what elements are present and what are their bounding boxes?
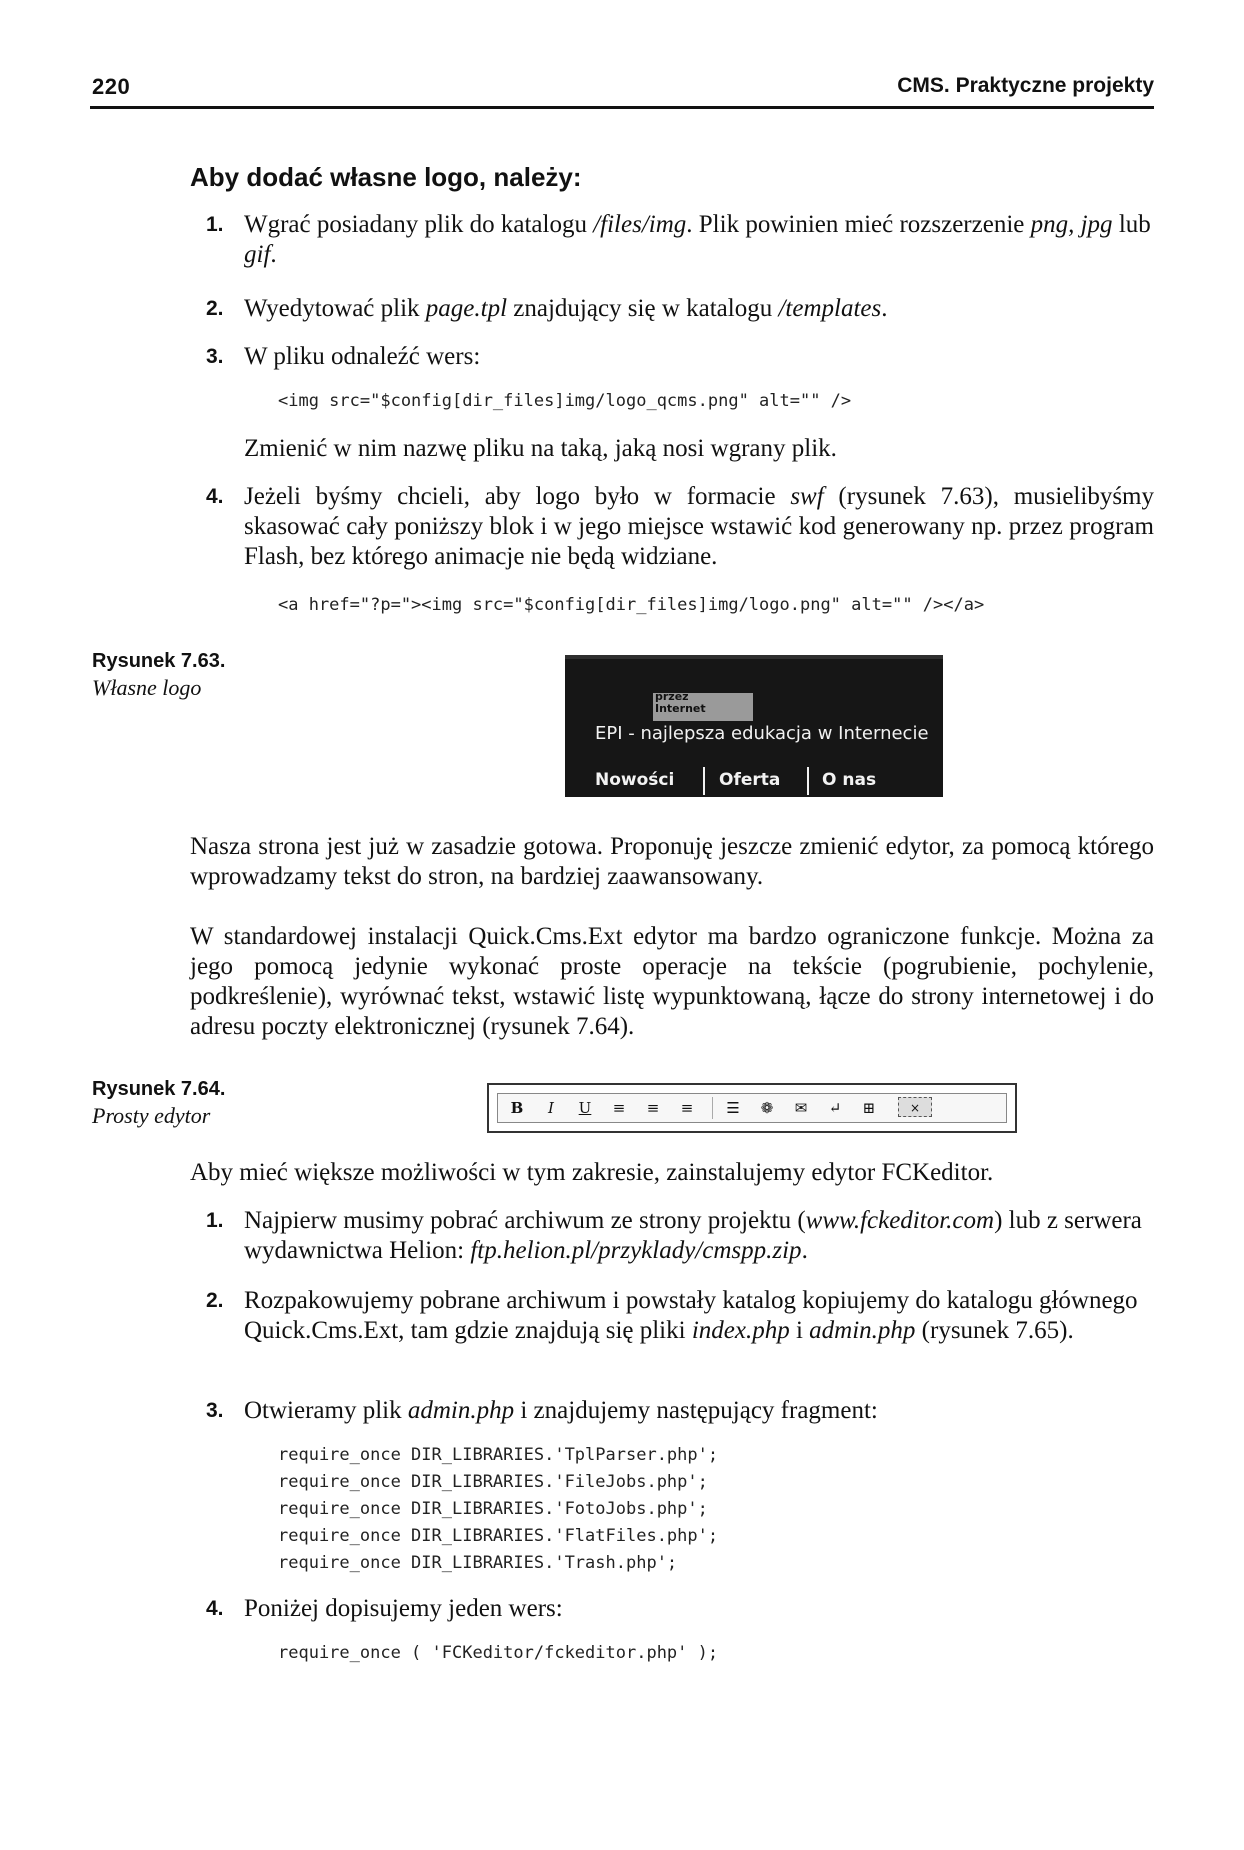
step-number: 2.	[206, 1289, 224, 1312]
figure-number: Rysunek 7.64.	[92, 1078, 226, 1100]
step-number: 4.	[206, 485, 224, 508]
email-icon[interactable]: ✉	[794, 1099, 808, 1117]
step-number: 1.	[206, 213, 224, 236]
nav-separator	[807, 767, 809, 795]
step-text: Poniżej dopisujemy jeden wers:	[244, 1595, 563, 1622]
step-text: Wyedytować plik page.tpl znajdujący się w katalogu /templates.	[244, 295, 888, 322]
step-a3-note: Zmienić w nim nazwę pliku na taką, jaką nosi wgrany plik.	[244, 435, 837, 462]
page-number: 220	[92, 74, 131, 99]
paragraph-2: W standardowej instalacji Quick.Cms.Ext edytor ma bardzo ograniczone funkcje. Można za jego pomocą jedynie wykonać proste operacje na tekście (pogrubienie, pochylenie, podkreślenie), wyrównać tekst, wstawić listę wypunktowaną, łącze do strony internetowej i do adresu poczty elektronicznej (rysunek 7.64).	[190, 923, 1154, 1040]
code-line: require_once DIR_LIBRARIES.'TplParser.php';	[278, 1445, 719, 1465]
step-number: 1.	[206, 1209, 224, 1232]
code-line: require_once DIR_LIBRARIES.'FileJobs.php';	[278, 1472, 708, 1492]
paragraph-1: Nasza strona jest już w zasadzie gotowa. Proponuję jeszcze zmienić edytor, za pomocą którego wprowadzamy tekst do stron, na bardziej zaawansowany.	[190, 833, 1154, 890]
step-text: Jeżeli byśmy chcieli, aby logo było w formacie swf (rysunek 7.63), musielibyśmy skasować cały poniższy blok i w jego miejsce wstawić kod generowany np. przez program Flash, bez którego animacje nie będą widziane.	[244, 483, 1154, 570]
editor-toolbar	[497, 1093, 1007, 1123]
header-strip	[565, 655, 943, 659]
figure-64-label	[92, 1076, 225, 1130]
align-center-icon[interactable]: ≡	[646, 1099, 660, 1117]
step-number: 3.	[206, 1399, 224, 1422]
code-require-block	[278, 1442, 718, 1577]
bullet-list-icon[interactable]: ☰	[726, 1099, 740, 1117]
site-nav	[565, 767, 943, 797]
logo-figure	[565, 655, 943, 797]
code-line: require_once DIR_LIBRARIES.'Trash.php';	[278, 1553, 678, 1573]
bold-icon[interactable]: B	[510, 1099, 524, 1117]
code-line: require_once DIR_LIBRARIES.'FlatFiles.php';	[278, 1526, 719, 1546]
step-text: W pliku odnaleźć wers:	[244, 343, 481, 370]
step-number: 4.	[206, 1597, 224, 1620]
site-tagline: EPI - najlepsza edukacja w Internecie	[595, 723, 929, 744]
link-icon[interactable]: ❁	[760, 1099, 774, 1117]
logo-lettering: przez Internet	[655, 690, 706, 715]
step-text: Wgrać posiadany plik do katalogu /files/img. Plik powinien mieć rozszerzenie png, jpg lub gif.	[244, 211, 1151, 268]
nav-item-offer[interactable]: Oferta	[719, 770, 781, 790]
figure-number: Rysunek 7.63.	[92, 650, 226, 672]
step-text: Najpierw musimy pobrać archiwum ze strony projektu (www.fckeditor.com) lub z serwera wydawnictwa Helion: ftp.helion.pl/przyklady/cmspp.zip.	[244, 1207, 1142, 1264]
running-title: CMS. Praktyczne projekty	[897, 74, 1154, 97]
figure-caption: Własne logo	[92, 675, 202, 700]
paragraph-3: Aby mieć większe możliwości w tym zakresie, zainstalujemy edytor FCKeditor.	[190, 1159, 994, 1186]
step-number: 2.	[206, 297, 224, 320]
line-break-icon[interactable]: ↵	[828, 1099, 842, 1117]
toolbar-separator	[712, 1097, 713, 1119]
section-heading: Aby dodać własne logo, należy:	[190, 162, 582, 192]
nav-item-news[interactable]: Nowości	[595, 770, 675, 790]
close-icon[interactable]: ×	[898, 1097, 932, 1117]
figure-caption: Prosty edytor	[92, 1103, 211, 1128]
underline-icon[interactable]: U	[578, 1099, 592, 1117]
header-rule	[90, 106, 1154, 109]
align-left-icon[interactable]: ≡	[612, 1099, 626, 1117]
figure-63-label	[92, 648, 225, 702]
code-anchor-line: <a href="?p="><img src="$config[dir_files]img/logo.png" alt="" /></a>	[278, 595, 985, 615]
code-fck-line: require_once ( 'FCKeditor/fckeditor.php' );	[278, 1643, 719, 1663]
code-img-line: <img src="$config[dir_files]img/logo_qcms.png" alt="" />	[278, 391, 852, 411]
align-right-icon[interactable]: ≡	[680, 1099, 694, 1117]
nav-item-about[interactable]: O nas	[822, 770, 877, 790]
step-text: Otwieramy plik admin.php i znajdujemy następujący fragment:	[244, 1397, 878, 1424]
nav-separator	[703, 767, 705, 795]
code-line: require_once DIR_LIBRARIES.'FotoJobs.php';	[278, 1499, 708, 1519]
italic-icon[interactable]: I	[548, 1099, 554, 1117]
table-icon[interactable]: ⊞	[862, 1099, 876, 1117]
step-number: 3.	[206, 345, 224, 368]
editor-toolbar-figure	[487, 1083, 1017, 1133]
step-text: Rozpakowujemy pobrane archiwum i powstały katalog kopiujemy do katalogu głównego Quick.Cms.Ext, tam gdzie znajdują się pliki index.php i admin.php (rysunek 7.65).	[244, 1287, 1138, 1344]
